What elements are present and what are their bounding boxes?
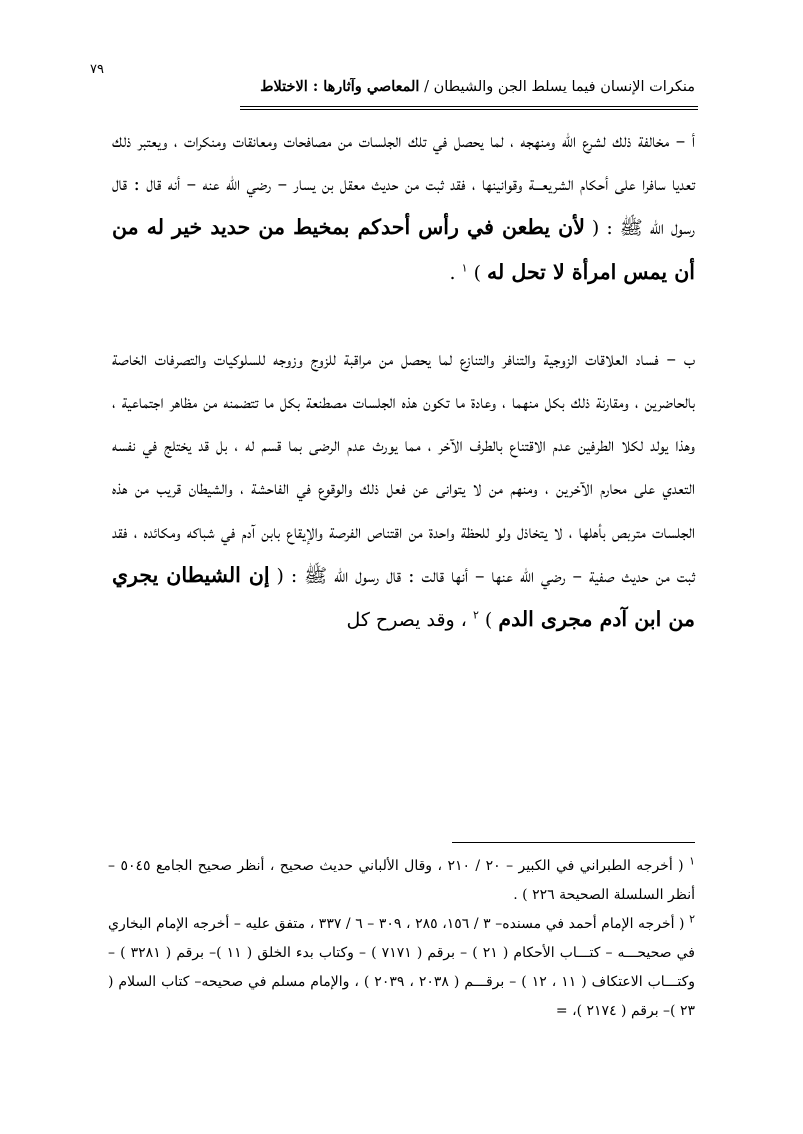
paragraph-a-close: )	[473, 261, 481, 284]
footnote-1	[108, 852, 695, 910]
footnote-number: ١	[689, 854, 695, 868]
footnote-text: ( أخرجه الطبراني في الكبير – ٢٠ / ٢١٠ ، وقال الألباني حديث صحيح ، أنظر صحيح الجامع ٥٠٤٥ – أنظر السلسلة الصحيحة ٢٢٦ ) .	[108, 858, 695, 903]
running-header	[240, 78, 695, 95]
paragraph-a-end: .	[449, 261, 456, 284]
main-text	[112, 120, 695, 642]
paragraph-b-end: ، وقد يصرح كل	[346, 609, 467, 632]
footnote-separator	[452, 842, 695, 843]
hadith-quote-b: إن الشيطان يجري من ابن آدم مجرى الدم	[112, 562, 695, 632]
footnotes	[108, 852, 695, 1026]
paragraph-a	[112, 120, 695, 295]
header-rule	[240, 106, 698, 110]
footnote-text: ( أخرجه الإمام أحمد في مسنده– ٣ / ١٥٦، ٢٨٥ ، ٣٠٩ – ٦ / ٣٣٧ ، متفق عليه – أخرجه الإمام البخاري في صحيحـــه – كتـــاب الأحكام ( ٢١ ) – برقم ( ٧١٧١ ) – وكتاب بدء الخلق ( ١١ )– برقم ( ٣٢٨١ ) – وكتـــاب الاعتكاف ( ١١ ، ١٢ ) – برقـــم ( ٢٠٣٨ ، ٢٠٣٩ ) ، والإمام مسلم في صحيحه– كتاب السلام ( ٢٣ )– برقم ( ٢١٧٤ )، =	[108, 916, 696, 1019]
paragraph-b-text: ب – فساد العلاقات الزوجية والتنافر والتنازع لما يحصل من مراقبة للزوج وزوجه للسلوكيات والتصرفات الخاصة بالحاضرين ، ومقارنة ذلك بكل منهما ، وعادة ما تكون هذه الجلسات مصطنعة بكل ما تتضمنه من مظاهر اجتماعية ، وهذا يولد لكلا الطرفين عدم الاقتناع بالطرف الآخر ، مما يورث عدم الرضى بما قسم له ، بل قد يختلج في نفسه التعدي على محارم الآخرين ، ومنهم من لا يتوانى عن فعل ذلك والوقوع في الفاحشة ، والشيطان قريب من هذه الجلسات متربص بأهلها ، لا يتخاذل ولو للحظة واحدة من اقتناص الفرصة والإيقاع بابن آدم في شباكه ومكائده ، فقد ثبت من حديث صفية – رضي الله عنها – أنها قالت : قال رسول الله ﷺ : (	[112, 347, 696, 587]
footnote-ref-2: ٢	[472, 608, 479, 622]
paragraph-b	[112, 338, 695, 642]
footnote-2	[108, 910, 695, 1026]
section-title: المعاصي وآثارها : الاختلاط	[260, 78, 420, 95]
paragraph-b-close: )	[484, 609, 493, 632]
paragraph-a-text: أ – مخالفة ذلك لشرع الله ومنهجه ، لما يحصل في تلك الجلسات من مصافحات ومعانقات ومنكرات ، ويعتبر ذلك تعديا سافرا على أحكام الشريعـــة وقوانينها ، فقد ثبت من حديث معقل بن يسار – رضي الله عنه – أنه قال : قال رسول الله ﷺ : (	[112, 130, 695, 240]
hadith-quote-a: لأن يطعن في رأس أحدكم بمخيط من حديد خير له من أن يمس امرأة لا تحل له	[112, 215, 695, 284]
book-title: منكرات الإنسان فيما يسلط الجن والشيطان /	[424, 79, 695, 95]
footnote-ref-1: ١	[461, 261, 468, 275]
footnote-number: ٢	[689, 912, 696, 926]
page-number: ٧٩	[90, 62, 104, 77]
